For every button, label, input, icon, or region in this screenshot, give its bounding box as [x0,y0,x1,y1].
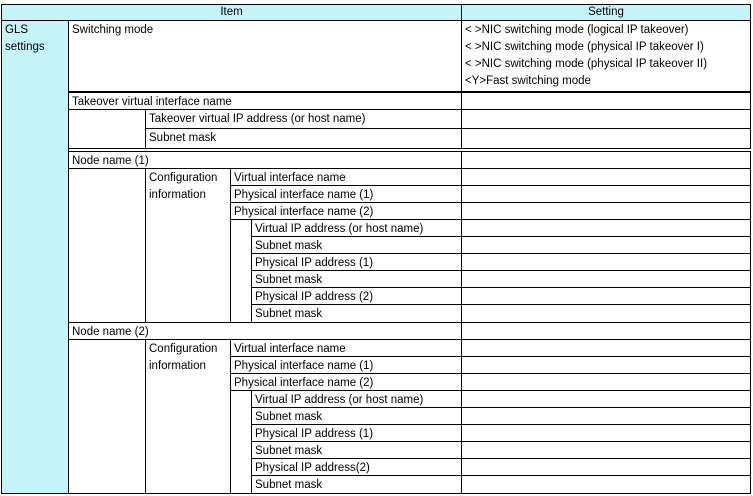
node2-pip2: Physical IP address(2) [251,458,462,476]
node2-label: Node name (2) [68,322,462,340]
node2-sub-indent [230,390,252,494]
node1-config-label: Configuration information [145,168,231,323]
setting-node1-phys-if2 [461,202,751,220]
node1-mask2: Subnet mask [251,270,462,288]
node1-phys-if2: Physical interface name (2) [230,202,462,220]
setting-node1-name [461,151,751,169]
header-item: Item [1,4,462,21]
node1-mask1: Subnet mask [251,236,462,254]
node2-vip: Virtual IP address (or host name) [251,390,462,408]
node2-virtual-if: Virtual interface name [230,339,462,357]
setting-node2-mask1 [461,407,751,425]
setting-node1-pip2 [461,287,751,305]
node1-indent [68,168,146,323]
setting-takeover-mask [461,128,751,149]
node1-sub-indent [230,219,252,323]
setting-node1-pip1 [461,253,751,271]
option-physical-ip-takeover-1: < >NIC switching mode (physical IP takeover I) [465,41,704,53]
node2-config-label: Configuration information [145,339,231,494]
node1-label: Node name (1) [68,151,462,169]
setting-node1-mask2 [461,270,751,288]
setting-node2-name [461,322,751,340]
setting-node1-mask1 [461,236,751,254]
setting-takeover-ip [461,109,751,129]
takeover-mask-label: Subnet mask [145,128,462,149]
setting-node1-phys-if1 [461,185,751,203]
node1-phys-if1: Physical interface name (1) [230,185,462,203]
node1-vip: Virtual IP address (or host name) [251,219,462,237]
setting-takeover-if [461,92,751,110]
setting-node2-pip1 [461,424,751,442]
switching-mode-options [461,20,751,92]
option-logical-ip-takeover: < >NIC switching mode (logical IP takeover) [465,24,689,36]
option-physical-ip-takeover-2: < >NIC switching mode (physical IP takeover II) [465,58,708,70]
setting-node2-vip [461,390,751,408]
takeover-interface-label: Takeover virtual interface name [68,92,462,110]
node2-mask2: Subnet mask [251,441,462,459]
takeover-indent [68,109,146,149]
node2-pip1: Physical IP address (1) [251,424,462,442]
setting-node2-pip2 [461,458,751,476]
setting-node2-phys-if2 [461,373,751,391]
node1-virtual-if: Virtual interface name [230,168,462,186]
takeover-ip-label: Takeover virtual IP address (or host name) [145,109,462,129]
gls-settings-label: GLS settings [1,20,69,494]
node2-indent [68,339,146,494]
setting-node2-virtual-if [461,339,751,357]
header-setting: Setting [461,4,751,21]
node2-phys-if1: Physical interface name (1) [230,356,462,374]
setting-node1-mask3 [461,304,751,323]
node1-pip1: Physical IP address (1) [251,253,462,271]
setting-node2-mask2 [461,441,751,459]
switching-mode-label: Switching mode [68,20,462,92]
node2-mask3: Subnet mask [251,475,462,494]
option-fast-switching: <Y>Fast switching mode [465,75,591,87]
node2-phys-if2: Physical interface name (2) [230,373,462,391]
setting-node2-phys-if1 [461,356,751,374]
setting-node2-mask3 [461,475,751,494]
node2-mask1: Subnet mask [251,407,462,425]
node1-pip2: Physical IP address (2) [251,287,462,305]
setting-node1-virtual-if [461,168,751,186]
setting-node1-vip [461,219,751,237]
node1-mask3: Subnet mask [251,304,462,323]
